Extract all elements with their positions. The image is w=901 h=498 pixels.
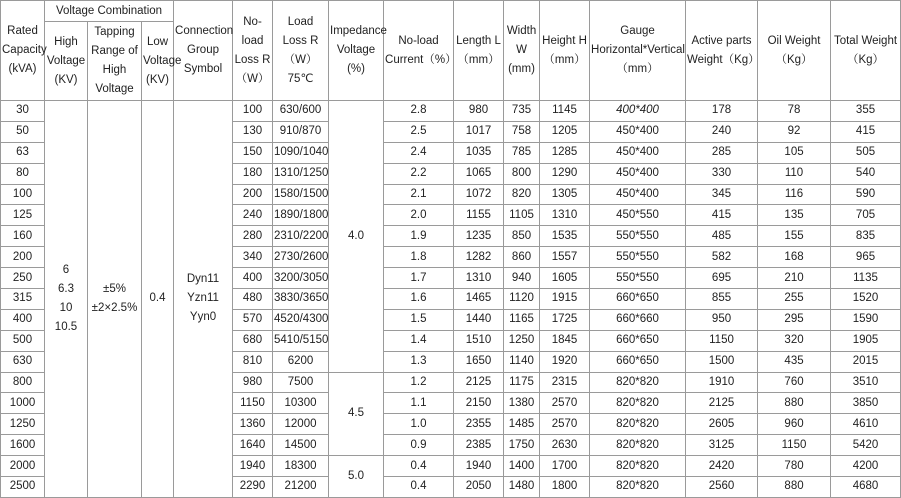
cell-gauge: 820*820 [590,372,686,393]
cell-gauge: 450*550 [590,205,686,226]
cell-length: 1072 [454,184,504,205]
cell-total: 4200 [831,456,901,477]
cell-total: 3510 [831,372,901,393]
cell-high-voltage-line: 10.5 [54,320,78,333]
cell-length: 1650 [454,351,504,372]
cell-load-loss: 6200 [273,351,329,372]
cell-length: 2150 [454,393,504,414]
cell-length: 1440 [454,309,504,330]
cell-connection-group-line: Dyn11 [186,273,220,286]
cell-width: 800 [504,163,540,184]
cell-no-load-loss: 340 [233,247,273,268]
cell-total: 590 [831,184,901,205]
cell-impedance [329,372,384,456]
header-gauge: Gauge Horizontal*Vertical（mm） [590,1,686,101]
cell-capacity: 80 [1,163,45,184]
cell-height: 1845 [540,330,590,351]
cell-no-load-current: 1.0 [384,414,454,435]
cell-oil: 320 [758,330,831,351]
cell-capacity: 800 [1,372,45,393]
cell-capacity: 400 [1,309,45,330]
cell-height: 1725 [540,309,590,330]
cell-total: 4610 [831,414,901,435]
cell-no-load-loss: 1150 [233,393,273,414]
cell-tapping-range-line: ±5% [103,282,126,295]
cell-oil: 105 [758,142,831,163]
cell-no-load-current: 2.8 [384,101,454,122]
cell-no-load-current: 1.6 [384,289,454,310]
cell-no-load-current: 1.2 [384,372,454,393]
cell-no-load-current: 2.5 [384,121,454,142]
cell-no-load-current: 1.3 [384,351,454,372]
cell-total: 1520 [831,289,901,310]
cell-gauge: 820*820 [590,456,686,477]
cell-width: 1165 [504,309,540,330]
cell-oil: 155 [758,226,831,247]
cell-width: 1140 [504,351,540,372]
cell-active-parts: 1910 [686,372,758,393]
cell-high-voltage-line: 6 [62,263,70,276]
cell-no-load-current: 0.9 [384,435,454,456]
cell-low-voltage-line: 0.4 [149,292,166,305]
cell-load-loss: 1090/1040 [273,142,329,163]
cell-capacity: 50 [1,121,45,142]
cell-height: 2315 [540,372,590,393]
cell-oil: 880 [758,393,831,414]
cell-width: 860 [504,247,540,268]
cell-width: 1480 [504,477,540,498]
cell-total: 540 [831,163,901,184]
header-active-parts: Active parts Weight（Kg） [686,1,758,101]
cell-active-parts: 2420 [686,456,758,477]
cell-load-loss: 10300 [273,393,329,414]
table-row [1,101,901,122]
cell-low-voltage [142,101,174,498]
header-high-voltage: High Voltage (KV) [45,22,88,101]
cell-height: 1310 [540,205,590,226]
cell-no-load-loss: 980 [233,372,273,393]
cell-width: 1380 [504,393,540,414]
cell-length: 2050 [454,477,504,498]
cell-no-load-loss: 200 [233,184,273,205]
cell-gauge: 400*400 [590,101,686,122]
cell-gauge: 820*820 [590,477,686,498]
cell-no-load-loss: 240 [233,205,273,226]
cell-no-load-loss: 180 [233,163,273,184]
cell-length: 980 [454,101,504,122]
cell-load-loss: 12000 [273,414,329,435]
cell-total: 1905 [831,330,901,351]
cell-length: 1155 [454,205,504,226]
cell-gauge: 450*400 [590,184,686,205]
cell-oil: 760 [758,372,831,393]
header-no-load-current: No-load Current（%） [384,1,454,101]
cell-no-load-current: 1.9 [384,226,454,247]
cell-impedance [329,456,384,498]
cell-width: 1400 [504,456,540,477]
cell-load-loss: 2730/2600 [273,247,329,268]
cell-no-load-loss: 480 [233,289,273,310]
cell-width: 850 [504,226,540,247]
cell-no-load-loss: 130 [233,121,273,142]
cell-total: 3850 [831,393,901,414]
cell-no-load-loss: 570 [233,309,273,330]
cell-height: 1305 [540,184,590,205]
cell-load-loss: 1890/1800 [273,205,329,226]
cell-oil: 78 [758,101,831,122]
cell-no-load-loss: 150 [233,142,273,163]
cell-gauge: 450*400 [590,163,686,184]
cell-height: 1535 [540,226,590,247]
cell-gauge: 450*400 [590,121,686,142]
cell-no-load-current: 0.4 [384,456,454,477]
header-connection-group: Connection Group Symbol [174,1,233,101]
cell-width: 758 [504,121,540,142]
cell-active-parts: 485 [686,226,758,247]
cell-gauge: 660*650 [590,289,686,310]
cell-no-load-current: 2.1 [384,184,454,205]
cell-oil: 255 [758,289,831,310]
cell-no-load-loss: 680 [233,330,273,351]
cell-total: 705 [831,205,901,226]
cell-total: 415 [831,121,901,142]
cell-length: 2355 [454,414,504,435]
cell-height: 1290 [540,163,590,184]
cell-high-voltage [45,101,88,498]
cell-height: 1285 [540,142,590,163]
cell-capacity: 63 [1,142,45,163]
cell-height: 1205 [540,121,590,142]
cell-length: 1035 [454,142,504,163]
cell-load-loss: 1310/1250 [273,163,329,184]
cell-load-loss: 18300 [273,456,329,477]
header-height: Height H（mm） [540,1,590,101]
header-length: Length L（mm） [454,1,504,101]
cell-no-load-loss: 1940 [233,456,273,477]
cell-impedance-line: 5.0 [348,470,365,483]
cell-connection-group [174,101,233,498]
cell-active-parts: 582 [686,247,758,268]
cell-active-parts: 2125 [686,393,758,414]
cell-impedance-line: 4.0 [348,229,365,242]
cell-width: 1250 [504,330,540,351]
cell-no-load-current: 2.2 [384,163,454,184]
cell-no-load-current: 1.4 [384,330,454,351]
cell-length: 1510 [454,330,504,351]
cell-tapping-range [88,101,142,498]
cell-active-parts: 950 [686,309,758,330]
cell-active-parts: 855 [686,289,758,310]
cell-active-parts: 1500 [686,351,758,372]
cell-gauge: 450*400 [590,142,686,163]
cell-oil: 116 [758,184,831,205]
cell-impedance [329,101,384,373]
cell-capacity: 315 [1,289,45,310]
cell-capacity: 125 [1,205,45,226]
cell-total: 835 [831,226,901,247]
cell-load-loss: 7500 [273,372,329,393]
cell-no-load-loss: 810 [233,351,273,372]
cell-active-parts: 2605 [686,414,758,435]
cell-high-voltage-line: 10 [59,301,73,314]
cell-active-parts: 330 [686,163,758,184]
cell-gauge: 820*820 [590,435,686,456]
cell-total: 965 [831,247,901,268]
cell-load-loss: 1580/1500 [273,184,329,205]
cell-active-parts: 415 [686,205,758,226]
cell-height: 2570 [540,414,590,435]
cell-no-load-current: 2.0 [384,205,454,226]
cell-oil: 435 [758,351,831,372]
cell-oil: 295 [758,309,831,330]
cell-height: 1700 [540,456,590,477]
cell-tapping-range-line: ±2×2.5% [91,301,138,314]
cell-width: 940 [504,268,540,289]
cell-no-load-current: 1.7 [384,268,454,289]
cell-active-parts: 240 [686,121,758,142]
cell-no-load-loss: 280 [233,226,273,247]
cell-height: 1800 [540,477,590,498]
cell-height: 1920 [540,351,590,372]
cell-active-parts: 345 [686,184,758,205]
cell-width: 1750 [504,435,540,456]
cell-gauge: 820*820 [590,414,686,435]
cell-capacity: 200 [1,247,45,268]
cell-capacity: 250 [1,268,45,289]
cell-no-load-current: 0.4 [384,477,454,498]
cell-gauge: 820*820 [590,393,686,414]
cell-length: 2385 [454,435,504,456]
header-rated-capacity: Rated Capacity (kVA) [1,1,45,101]
cell-load-loss: 14500 [273,435,329,456]
cell-load-loss: 910/870 [273,121,329,142]
cell-load-loss: 630/600 [273,101,329,122]
cell-length: 1017 [454,121,504,142]
cell-no-load-loss: 400 [233,268,273,289]
cell-length: 1282 [454,247,504,268]
cell-no-load-loss: 2290 [233,477,273,498]
header-tapping-range: Tapping Range of High Voltage [88,22,142,101]
cell-no-load-loss: 1360 [233,414,273,435]
cell-capacity: 1600 [1,435,45,456]
cell-total: 505 [831,142,901,163]
cell-width: 1485 [504,414,540,435]
cell-length: 1235 [454,226,504,247]
cell-capacity: 500 [1,330,45,351]
cell-gauge: 660*660 [590,309,686,330]
cell-length: 2125 [454,372,504,393]
cell-capacity: 1000 [1,393,45,414]
cell-gauge: 550*550 [590,247,686,268]
cell-load-loss: 3200/3050 [273,268,329,289]
cell-impedance-line: 4.5 [348,407,365,420]
cell-height: 2630 [540,435,590,456]
cell-width: 1175 [504,372,540,393]
cell-capacity: 630 [1,351,45,372]
cell-high-voltage-line: 6.3 [58,282,74,295]
cell-active-parts: 178 [686,101,758,122]
cell-height: 1915 [540,289,590,310]
cell-height: 1557 [540,247,590,268]
header-no-load-loss: No-load Loss R（W） [233,1,273,101]
header-voltage-combination: Voltage Combination [45,1,174,22]
cell-no-load-current: 1.5 [384,309,454,330]
cell-height: 1145 [540,101,590,122]
cell-oil: 960 [758,414,831,435]
cell-oil: 780 [758,456,831,477]
cell-capacity: 2000 [1,456,45,477]
cell-gauge: 660*650 [590,330,686,351]
cell-load-loss: 3830/3650 [273,289,329,310]
cell-load-loss: 4520/4300 [273,309,329,330]
cell-gauge: 550*550 [590,226,686,247]
cell-height: 2570 [540,393,590,414]
cell-total: 1135 [831,268,901,289]
cell-load-loss: 5410/5150 [273,330,329,351]
cell-width: 1105 [504,205,540,226]
cell-width: 1120 [504,289,540,310]
cell-gauge: 660*650 [590,351,686,372]
cell-total: 2015 [831,351,901,372]
cell-capacity: 100 [1,184,45,205]
cell-length: 1310 [454,268,504,289]
cell-no-load-loss: 100 [233,101,273,122]
cell-capacity: 160 [1,226,45,247]
cell-length: 1465 [454,289,504,310]
cell-oil: 135 [758,205,831,226]
cell-total: 4680 [831,477,901,498]
cell-oil: 168 [758,247,831,268]
header-low-voltage: Low Voltage (KV) [142,22,174,101]
cell-oil: 1150 [758,435,831,456]
cell-load-loss: 2310/2200 [273,226,329,247]
cell-total: 1590 [831,309,901,330]
cell-width: 735 [504,101,540,122]
cell-oil: 880 [758,477,831,498]
cell-active-parts: 2560 [686,477,758,498]
cell-no-load-loss: 1640 [233,435,273,456]
cell-length: 1940 [454,456,504,477]
cell-load-loss: 21200 [273,477,329,498]
cell-connection-group-line: Yzn11 [187,292,219,305]
cell-active-parts: 695 [686,268,758,289]
cell-capacity: 1250 [1,414,45,435]
header-load-loss: Load Loss R（W）75℃ [273,1,329,101]
cell-active-parts: 1150 [686,330,758,351]
header-width: Width W (mm) [504,1,540,101]
cell-width: 785 [504,142,540,163]
cell-total: 5420 [831,435,901,456]
cell-gauge: 550*550 [590,268,686,289]
cell-active-parts: 3125 [686,435,758,456]
cell-no-load-current: 1.1 [384,393,454,414]
cell-total: 355 [831,101,901,122]
cell-oil: 92 [758,121,831,142]
cell-oil: 110 [758,163,831,184]
table-body [1,101,901,498]
header-total: Total Weight（Kg） [831,1,901,101]
cell-no-load-current: 1.8 [384,247,454,268]
cell-no-load-current: 2.4 [384,142,454,163]
header-oil: Oil Weight（Kg） [758,1,831,101]
cell-height: 1605 [540,268,590,289]
cell-capacity: 30 [1,101,45,122]
cell-capacity: 2500 [1,477,45,498]
header-impedance-voltage: Impedance Voltage (%) [329,1,384,101]
cell-oil: 210 [758,268,831,289]
cell-length: 1065 [454,163,504,184]
table-header [1,1,901,101]
cell-active-parts: 285 [686,142,758,163]
cell-connection-group-line: Yyn0 [189,311,217,324]
cell-width: 820 [504,184,540,205]
